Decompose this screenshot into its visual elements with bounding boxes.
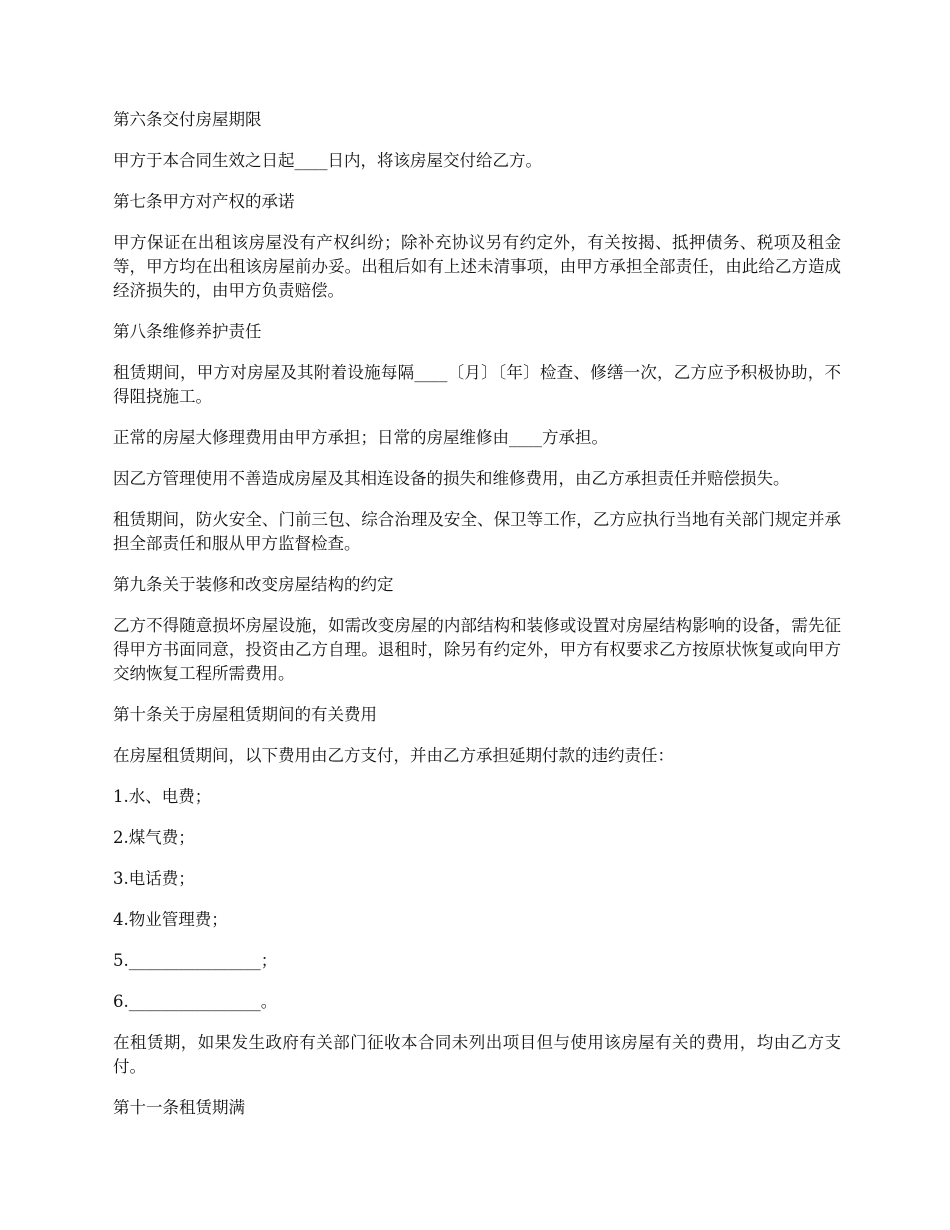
heading-article-9: 第九条关于装修和改变房屋结构的约定 xyxy=(113,575,394,594)
paragraph-repair-costs: 正常的房屋大修理费用由甲方承担；日常的房屋维修由____方承担。 xyxy=(113,428,608,447)
heading-article-11: 第十一条租赁期满 xyxy=(113,1098,245,1117)
list-item-fee-5: 5.________________； xyxy=(113,951,278,970)
paragraph-damage-liability: 因乙方管理使用不善造成房屋及其相连设备的损失和维修费用，由乙方承担责任并赔偿损失。 xyxy=(113,469,790,488)
paragraph-fees-intro: 在房屋租赁期间，以下费用由乙方支付，并由乙方承担延期付款的违约责任： xyxy=(113,746,674,765)
paragraph-safety-duties: 租赁期间，防火安全、门前三包、综合治理及安全、保卫等工作，乙方应执行当地有关部门规定并承担全部责任和服从甲方监督检查。 xyxy=(113,510,841,553)
list-item-fee-6: 6.________________。 xyxy=(113,992,278,1011)
heading-article-8: 第八条维修养护责任 xyxy=(113,322,262,341)
paragraph-delivery-term: 甲方于本合同生效之日起____日内，将该房屋交付给乙方。 xyxy=(113,151,542,170)
list-item-fee-1: 1.水、电费； xyxy=(113,787,212,806)
paragraph-government-fees: 在租赁期，如果发生政府有关部门征收本合同未列出项目但与使用该房屋有关的费用，均由乙方支付。 xyxy=(113,1033,841,1076)
document-body xyxy=(113,108,841,1137)
heading-article-6: 第六条交付房屋期限 xyxy=(113,110,262,129)
paragraph-inspection: 租赁期间，甲方对房屋及其附着设施每隔____〔月〕〔年〕检查、修缮一次，乙方应予积极协助，不得阻挠施工。 xyxy=(113,363,841,406)
list-item-fee-4: 4.物业管理费； xyxy=(113,910,228,929)
list-item-fee-3: 3.电话费； xyxy=(113,869,195,888)
heading-article-7: 第七条甲方对产权的承诺 xyxy=(113,192,295,211)
paragraph-renovation: 乙方不得随意损坏房屋设施，如需改变房屋的内部结构和装修或设置对房屋结构影响的设备，需先征得甲方书面同意，投资由乙方自理。退租时，除另有约定外，甲方有权要求乙方按原状恢复或向甲方交纳恢复工程所需费用。 xyxy=(113,616,841,683)
list-item-fee-2: 2.煤气费； xyxy=(113,828,195,847)
paragraph-property-guarantee: 甲方保证在出租该房屋没有产权纠纷；除补充协议另有约定外，有关按揭、抵押债务、税项及租金等，甲方均在出租该房屋前办妥。出租后如有上述未清事项，由甲方承担全部责任，由此给乙方造成经济损失的，由甲方负责赔偿。 xyxy=(113,233,841,300)
heading-article-10: 第十条关于房屋租赁期间的有关费用 xyxy=(113,705,377,724)
